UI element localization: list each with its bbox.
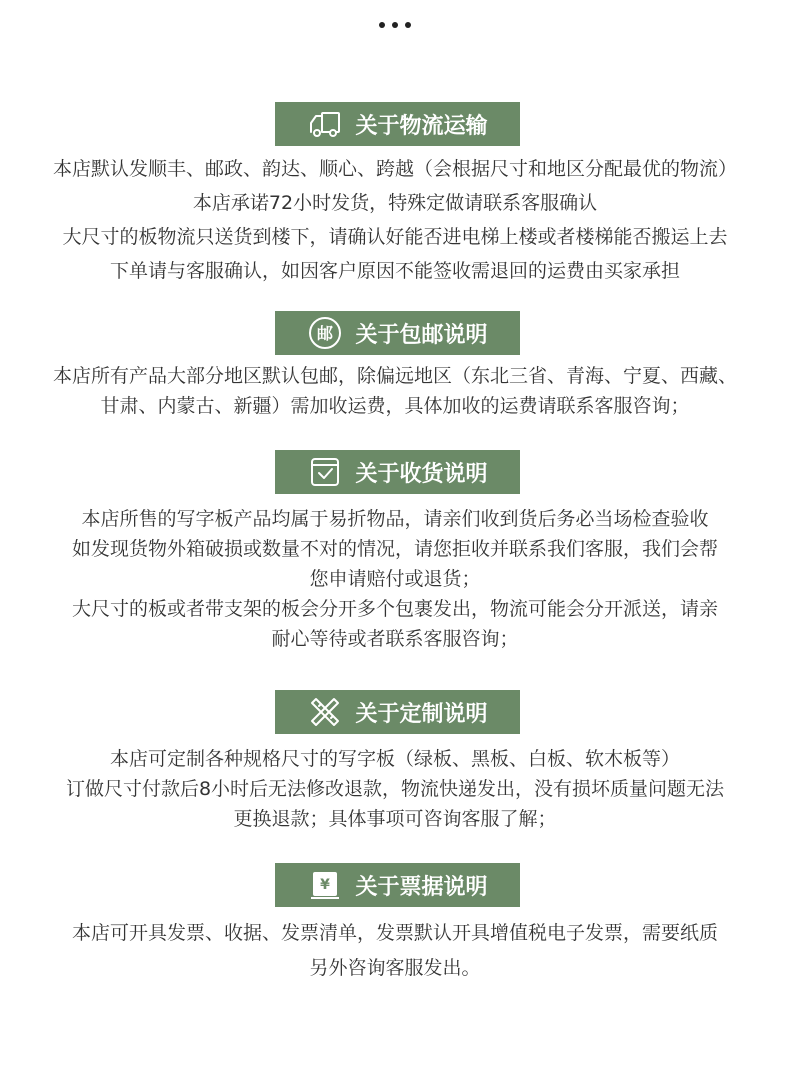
banner-receiving: [275, 450, 520, 494]
banner-title: 关于定制说明: [355, 701, 488, 727]
customization-text: [0, 744, 790, 834]
text-line: 您申请赔付或退货；: [309, 568, 481, 590]
banner-free-shipping: [275, 311, 520, 355]
text-line: 大尺寸的板物流只送货到楼下，请确认好能否进电梯上楼或者楼梯能否搬运上去: [62, 226, 728, 248]
package-check-icon: [307, 454, 343, 490]
banner-invoice: [275, 863, 520, 907]
text-line: 如发现货物外箱破损或数量不对的情况，请您拒收并联系我们客服，我们会帮: [71, 538, 718, 560]
tools-icon: [307, 694, 343, 730]
text-line: 大尺寸的板或者带支架的板会分开多个包裹发出，物流可能会分开派送，请亲: [71, 598, 718, 620]
text-line: 本店承诺72小时发货，特殊定做请联系客服确认: [192, 192, 598, 214]
text-line: 另外咨询客服发出。: [309, 957, 481, 979]
text-line: 下单请与客服确认，如因客户原因不能签收需退回的运费由买家承担: [109, 260, 680, 282]
text-line: 本店所售的写字板产品均属于易折物品，请亲们收到货后务必当场检查验收: [81, 508, 709, 530]
postage-icon: [307, 315, 343, 351]
text-line: 本店所有产品大部分地区默认包邮，除偏远地区（东北三省、青海、宁夏、西藏、: [52, 365, 737, 387]
logistics-text: [0, 154, 790, 286]
more-dots-icon: [0, 22, 790, 28]
text-line: 本店默认发顺丰、邮政、韵达、顺心、跨越（会根据尺寸和地区分配最优的物流）: [52, 158, 737, 180]
free-shipping-text: [0, 361, 790, 421]
banner-title: 关于收货说明: [355, 461, 488, 487]
text-line: 甘肃、内蒙古、新疆）需加收运费，具体加收的运费请联系客服咨询；: [100, 395, 690, 417]
text-line: 本店可定制各种规格尺寸的写字板（绿板、黑板、白板、软木板等）: [109, 748, 680, 770]
svg-text:¥: ¥: [320, 877, 331, 893]
truck-icon: [307, 106, 343, 142]
svg-text:邮: 邮: [317, 324, 334, 343]
receipt-icon: [307, 867, 343, 903]
banner-title: 关于包邮说明: [355, 322, 488, 348]
banner-logistics: [275, 102, 520, 146]
banner-title: 关于物流运输: [355, 113, 488, 139]
text-line: 订做尺寸付款后8小时后无法修改退款，物流快递发出，没有损坏质量问题无法: [65, 778, 725, 800]
receiving-text: [0, 504, 790, 654]
invoice-text: [0, 918, 790, 983]
text-line: 耐心等待或者联系客服咨询；: [271, 628, 519, 650]
text-line: 本店可开具发票、收据、发票清单，发票默认开具增值税电子发票，需要纸质: [71, 922, 718, 944]
banner-title: 关于票据说明: [355, 874, 488, 900]
banner-customization: [275, 690, 520, 734]
text-line: 更换退款；具体事项可咨询客服了解；: [233, 808, 557, 830]
